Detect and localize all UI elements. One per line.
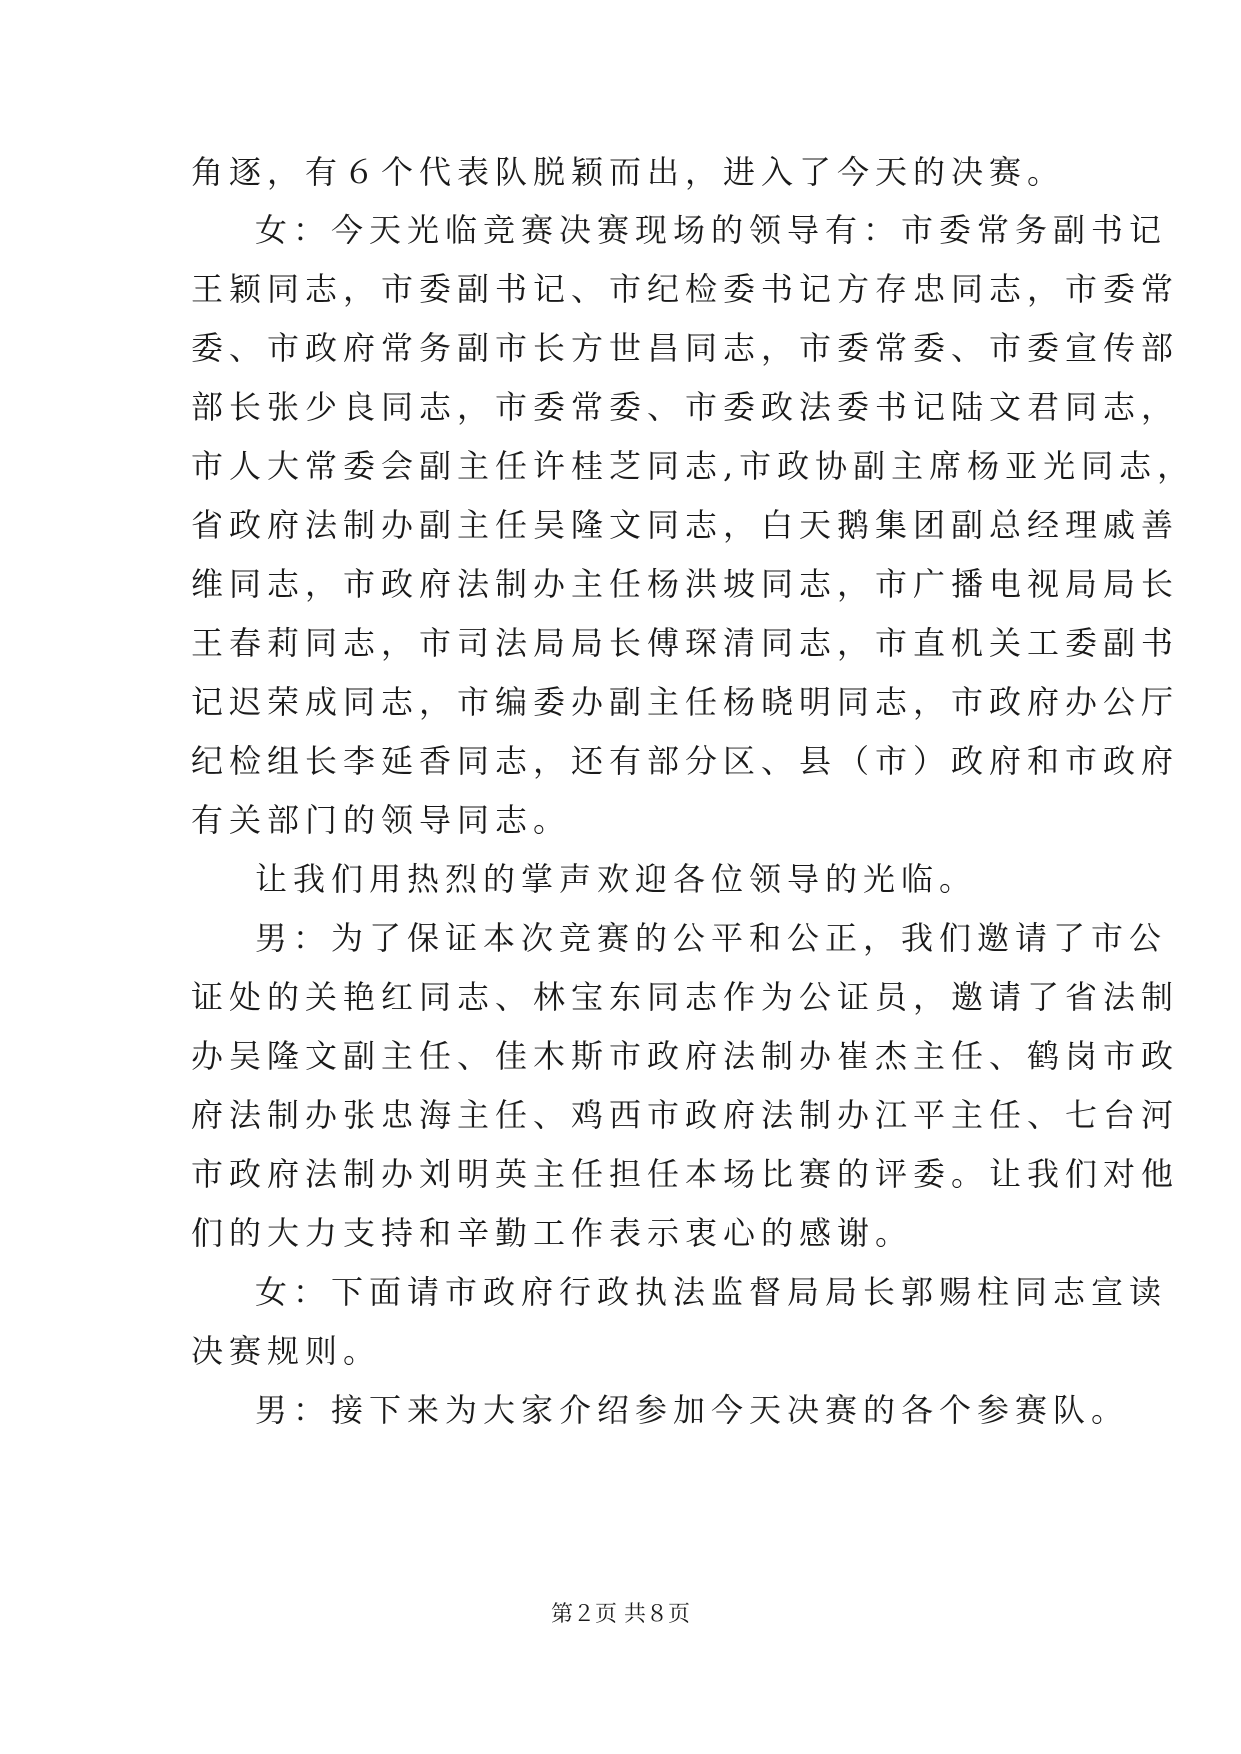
text-line: 记迟荣成同志，市编委办副主任杨晓明同志，市政府办公厅 <box>191 683 1180 721</box>
text-line: 办吴隆文副主任、佳木斯市政府法制办崔杰主任、鹤岗市政 <box>191 1037 1180 1075</box>
text-line: 市人大常委会副主任许桂芝同志,市政协副主席杨亚光同志， <box>191 447 1196 485</box>
text-line: 王春莉同志，市司法局局长傅琛清同志，市直机关工委副书 <box>191 624 1180 662</box>
text-line: 女：下面请市政府行政执法监督局局长郭赐柱同志宣读 <box>255 1273 1168 1311</box>
text-line: 王颖同志，市委副书记、市纪检委书记方存忠同志，市委常 <box>191 270 1180 308</box>
text-line: 角逐，有６个代表队脱颖而出，进入了今天的决赛。 <box>191 153 1066 191</box>
text-line: 部长张少良同志，市委常委、市委政法委书记陆文君同志， <box>191 388 1180 426</box>
text-line: 女：今天光临竞赛决赛现场的领导有：市委常务副书记 <box>255 211 1168 249</box>
text-line: 让我们用热烈的掌声欢迎各位领导的光临。 <box>255 860 978 898</box>
text-line: 证处的关艳红同志、林宝东同志作为公证员，邀请了省法制 <box>191 978 1180 1016</box>
text-line: 省政府法制办副主任吴隆文同志，白天鹅集团副总经理戚善 <box>191 506 1180 544</box>
text-line: 维同志，市政府法制办主任杨洪坡同志，市广播电视局局长 <box>191 565 1180 603</box>
text-line: 决赛规则。 <box>191 1332 382 1370</box>
text-line: 男：为了保证本次竞赛的公平和公正，我们邀请了市公 <box>255 919 1168 957</box>
text-line: 有关部门的领导同志。 <box>191 801 572 839</box>
text-line: 委、市政府常务副市长方世昌同志，市委常委、市委宣传部 <box>191 329 1180 367</box>
text-line: 们的大力支持和辛勤工作表示衷心的感谢。 <box>191 1214 914 1252</box>
text-line: 府法制办张忠海主任、鸡西市政府法制办江平主任、七台河 <box>191 1096 1180 1134</box>
text-line: 市政府法制办刘明英主任担任本场比赛的评委。让我们对他 <box>191 1155 1180 1193</box>
text-line: 男：接下来为大家介绍参加今天决赛的各个参赛队。 <box>255 1391 1130 1429</box>
page-number-footer: 第２页 共８页 <box>551 1602 690 1627</box>
text-line: 纪检组长李延香同志，还有部分区、县（市）政府和市政府 <box>191 742 1180 780</box>
